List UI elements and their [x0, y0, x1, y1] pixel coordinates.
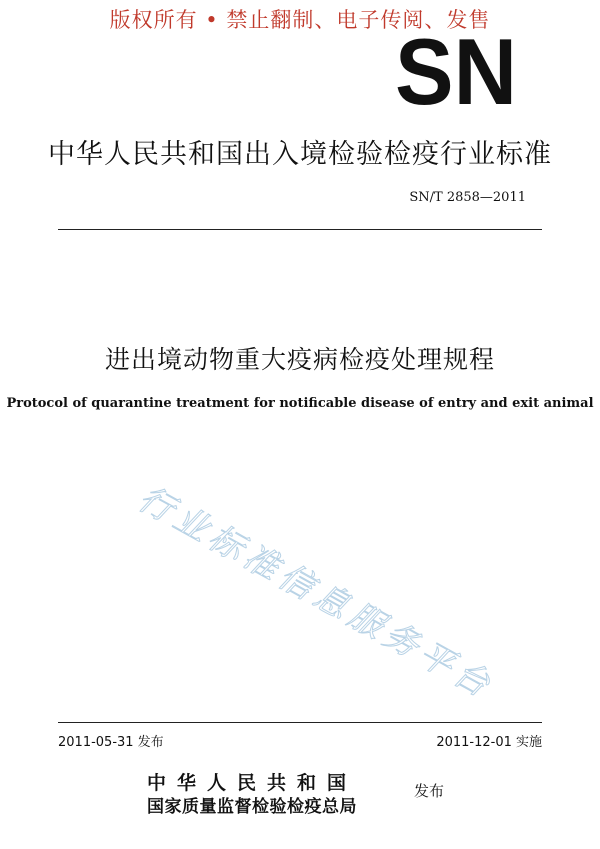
document-title-en: Protocol of quarantine treatment for notificable disease of entry and exit animal — [6, 396, 594, 411]
top-divider — [58, 229, 542, 230]
issue-action: 发布 — [414, 782, 445, 800]
issuer-agency: 国家质量监督检验检疫总局 — [147, 797, 357, 817]
watermark: 行业标准信息服务平台 — [131, 478, 501, 708]
sn-logo-text: SN — [395, 30, 517, 112]
document-title-cn: 进出境动物重大疫病检疫处理规程 — [104, 345, 495, 374]
standard-number: SN/T 2858—2011 — [409, 190, 526, 205]
copyright-notice: 版权所有 • 禁止翻制、电子传阅、发售 — [109, 8, 491, 32]
issuer-country: 中华人民共和国 — [147, 772, 358, 794]
sn-logo — [394, 30, 518, 112]
implementation-date: 2011-12-01 实施 — [436, 735, 542, 750]
bottom-divider — [58, 722, 542, 723]
industry-standard-title: 中华人民共和国出入境检验检疫行业标准 — [48, 139, 552, 170]
issue-date: 2011-05-31 发布 — [58, 735, 164, 750]
